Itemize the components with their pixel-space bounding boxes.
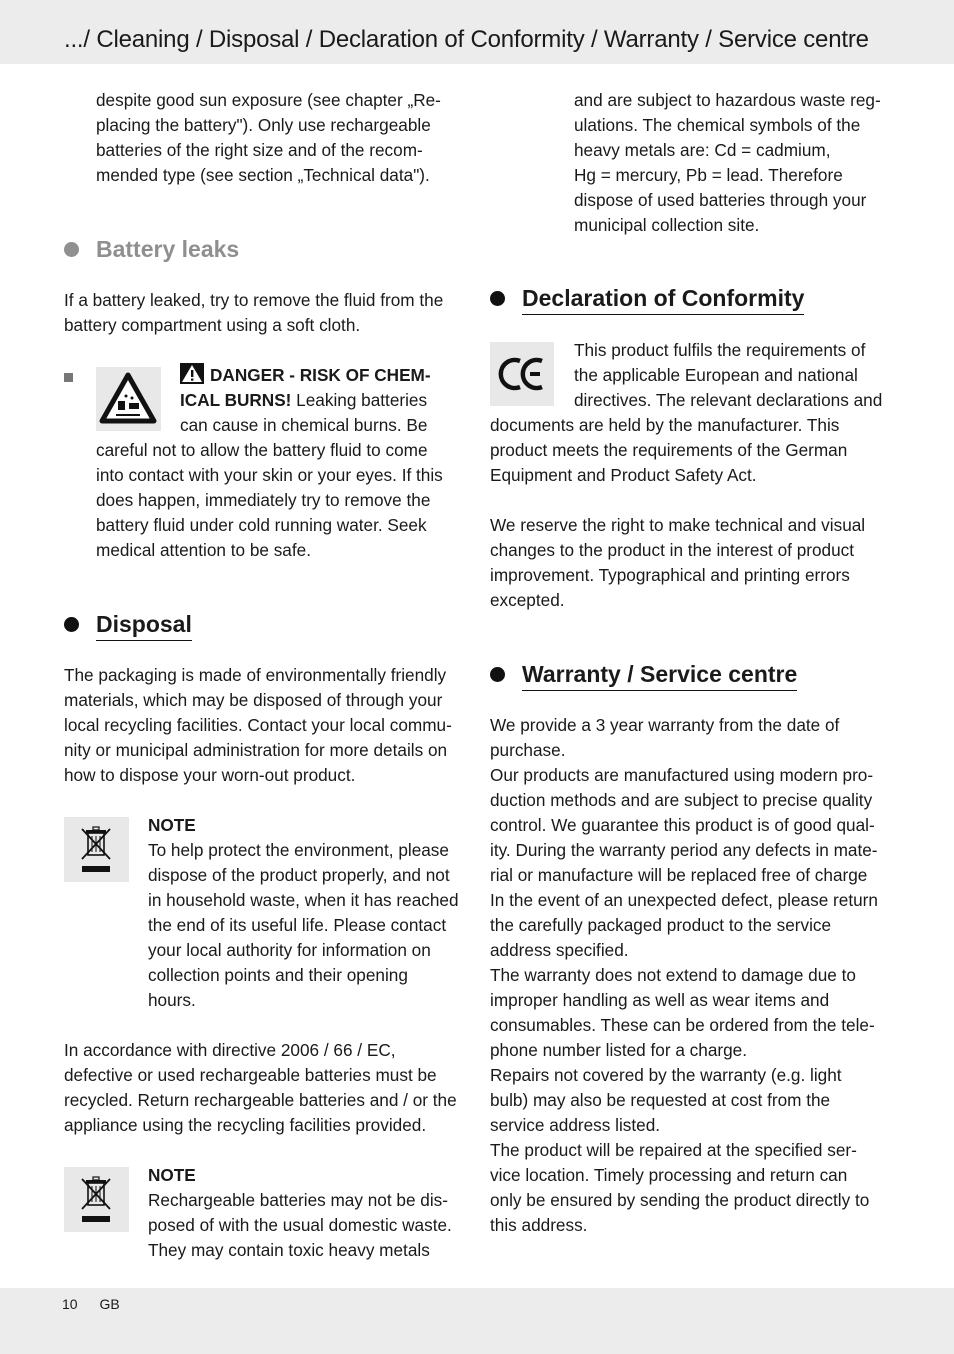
bullet-dot-icon xyxy=(490,667,505,682)
bullet-dot-icon xyxy=(64,242,79,257)
text-line: appliance using the recycling facilities provided. xyxy=(64,1115,427,1135)
text-line: ulations. The chemical symbols of the xyxy=(574,115,861,135)
text-line: how to dispose your worn-out product. xyxy=(64,765,356,785)
crossed-out-bin-icon xyxy=(64,817,129,882)
ce-mark-icon xyxy=(490,342,554,406)
text-line: purchase. xyxy=(490,740,566,760)
text-line: local recycling facilities. Contact your local commu- xyxy=(64,715,452,735)
text-line: address specified. xyxy=(490,940,629,960)
text-line: changes to the product in the interest of product xyxy=(490,540,855,560)
danger-line xyxy=(180,388,470,413)
square-bullet-icon xyxy=(64,373,73,382)
directive-paragraph xyxy=(64,1038,474,1138)
text-line: If a battery leaked, try to remove the fluid from the xyxy=(64,290,444,310)
text-line: the end of its useful life. Please contact xyxy=(148,915,447,935)
text-line: rial or manufacture will be replaced free of charge xyxy=(490,865,868,885)
note-1 xyxy=(148,813,468,1013)
text-line: batteries of the right size and of the recom- xyxy=(96,140,423,160)
text-line: battery compartment using a soft cloth. xyxy=(64,315,361,335)
text-line: In the event of an unexpected defect, please return xyxy=(490,890,878,910)
crossed-out-bin-icon xyxy=(64,1167,129,1232)
text-line: excepted. xyxy=(490,590,565,610)
text-line: despite good sun exposure (see chapter „Re- xyxy=(96,90,441,110)
text-line: Rechargeable batteries may not be dis- xyxy=(148,1190,448,1210)
heading-text: Warranty / Service centre xyxy=(522,659,797,691)
intro-paragraph xyxy=(96,88,466,188)
text-line: consumables. These can be ordered from the tele- xyxy=(490,1015,875,1035)
bullet-dot-icon xyxy=(64,617,79,632)
text-line: To help protect the environment, please xyxy=(148,840,449,860)
text-line: The product will be repaired at the specified ser- xyxy=(490,1140,857,1160)
bullet-dot-icon xyxy=(490,291,505,306)
declaration-text-beside xyxy=(574,338,904,413)
text-line: dispose of used batteries through your xyxy=(574,190,867,210)
heading-text: Battery leaks xyxy=(96,236,240,262)
text-line: this address. xyxy=(490,1215,588,1235)
text-line: placing the battery"). Only use rechargeable xyxy=(96,115,431,135)
text-line: The warranty does not extend to damage due to xyxy=(490,965,856,985)
text-line: does happen, immediately try to remove the xyxy=(96,490,431,510)
text-line: hours. xyxy=(148,990,196,1010)
text-line: recycled. Return rechargeable batteries and / or the xyxy=(64,1090,457,1110)
text-line: careful not to allow the battery fluid to come xyxy=(96,440,428,460)
text-line: into contact with your skin or your eyes. If this xyxy=(96,465,443,485)
battery-leaks-paragraph xyxy=(64,288,464,338)
note-2 xyxy=(148,1163,468,1263)
text-line: improvement. Typographical and printing errors xyxy=(490,565,850,585)
danger-line xyxy=(180,363,470,388)
text-line: only be ensured by sending the product directly to xyxy=(490,1190,870,1210)
text-line: in household waste, when it has reached xyxy=(148,890,459,910)
text-line: control. We guarantee this product is of good qual- xyxy=(490,815,875,835)
note-title: NOTE xyxy=(148,1165,196,1185)
text-line: defective or used rechargeable batteries must be xyxy=(64,1065,437,1085)
text-line: the applicable European and national xyxy=(574,365,858,385)
text-line: mended type (see section „Technical data"). xyxy=(96,165,430,185)
warning-triangle-icon xyxy=(180,363,204,384)
reserve-paragraph xyxy=(490,513,900,613)
text-line: battery fluid under cold running water. Seek xyxy=(96,515,427,535)
note-title: NOTE xyxy=(148,815,196,835)
danger-paragraph xyxy=(180,363,470,438)
text-line: and are subject to hazardous waste reg- xyxy=(574,90,881,110)
text-line: directives. The relevant declarations and xyxy=(574,390,883,410)
text-line: In accordance with directive 2006 / 66 / EC, xyxy=(64,1040,396,1060)
language-code: GB xyxy=(99,1296,120,1312)
text-line: duction methods and are subject to precise quality xyxy=(490,790,873,810)
continued-paragraph xyxy=(574,88,904,238)
text-line: ity. During the warranty period any defects in mate- xyxy=(490,840,878,860)
text-line: heavy metals are: Cd = cadmium, xyxy=(574,140,831,160)
text-line: We reserve the right to make technical and visual xyxy=(490,515,866,535)
text-line: your local authority for information on xyxy=(148,940,431,960)
text-line: The packaging is made of environmentally friendly xyxy=(64,665,447,685)
text-line: municipal collection site. xyxy=(574,215,760,235)
text-line: can cause in chemical burns. Be xyxy=(180,415,428,435)
text-line: We provide a 3 year warranty from the date of xyxy=(490,715,840,735)
text-line: They may contain toxic heavy metals xyxy=(148,1240,430,1260)
text-line: the carefully packaged product to the service xyxy=(490,915,832,935)
danger-text: Leaking batteries xyxy=(291,390,428,410)
heading-text: Declaration of Conformity xyxy=(522,283,804,315)
text-line: service address listed. xyxy=(490,1115,661,1135)
text-line: vice location. Timely processing and return can xyxy=(490,1165,848,1185)
disposal-paragraph xyxy=(64,663,469,788)
heading-text: Disposal xyxy=(96,609,192,641)
text-line: collection points and their opening xyxy=(148,965,408,985)
warranty-paragraph xyxy=(490,713,900,1238)
text-line: Equipment and Product Safety Act. xyxy=(490,465,757,485)
text-line: Hg = mercury, Pb = lead. Therefore xyxy=(574,165,843,185)
chemical-burn-warning-icon xyxy=(96,367,161,431)
text-line: Our products are manufactured using modern pro- xyxy=(490,765,874,785)
text-line: dispose of the product properly, and not xyxy=(148,865,450,885)
danger-label: DANGER - RISK OF CHEM- xyxy=(210,365,431,385)
page-title: .../ Cleaning / Disposal / Declaration of Conformity / Warranty / Service centre xyxy=(64,26,869,53)
text-line: product meets the requirements of the German xyxy=(490,440,848,460)
text-line: This product fulfils the requirements of xyxy=(574,340,866,360)
text-line: improper handling as well as wear items and xyxy=(490,990,830,1010)
text-line: Repairs not covered by the warranty (e.g. light xyxy=(490,1065,842,1085)
danger-paragraph-continued xyxy=(96,438,476,563)
text-line: nity or municipal administration for more details on xyxy=(64,740,448,760)
page-footer-bar xyxy=(0,1288,954,1354)
text-line: materials, which may be disposed of through your xyxy=(64,690,443,710)
text-line: bulb) may also be requested at cost from the xyxy=(490,1090,831,1110)
page-footer xyxy=(62,1296,138,1312)
text-line: posed of with the usual domestic waste. xyxy=(148,1215,452,1235)
text-line: phone number listed for a charge. xyxy=(490,1040,748,1060)
danger-label: ICAL BURNS! xyxy=(180,390,292,410)
text-line: documents are held by the manufacturer. This xyxy=(490,415,840,435)
declaration-text-full xyxy=(490,413,900,488)
page-number: 10 xyxy=(62,1296,78,1312)
text-line: medical attention to be safe. xyxy=(96,540,311,560)
